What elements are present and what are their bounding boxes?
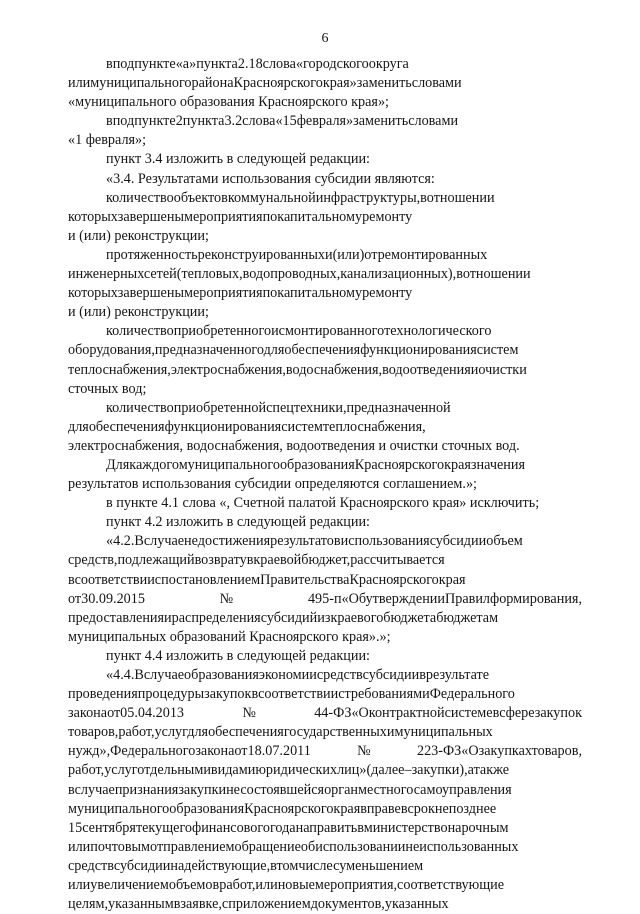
text-line: муниципальных образований Красноярского края».»; [68, 628, 391, 645]
text-line: средствсубсидиинадействующие,втомчислесуменьшением [68, 857, 424, 874]
text-line: пункт 4.2 изложить в следующей редакции: [106, 514, 370, 531]
text-line: количествообъектовкоммунальнойинфраструктуры,вотношении [106, 189, 495, 206]
text-line: пункт 3.4 изложить в следующей редакции: [106, 151, 370, 168]
text-line: в пункте 4.1 слова «, Счетной палатой Красноярского края» исключить; [106, 495, 540, 512]
text-line: нужд»,Федеральногозаконаот18.07.2011№223-ФЗ«Озакупкахтоваров, [68, 743, 582, 760]
text-line: «4.4.Вслучаеобразованияэкономиисредствсубсидииврезультате [106, 667, 490, 683]
text-line: вслучаепризнаниязакупкинесостоявшейсяорганместногосамоуправления [68, 781, 512, 798]
text-line: илиувеличениемобъемовработ,илиновыемероприятия,соответствующие [68, 877, 505, 894]
text-line: ДлякаждогомуниципальногообразованияКрасноярскогокраязначения [106, 456, 525, 473]
text-line: илипочтовымотправлениемобращениеобиспользованиинеиспользованных [68, 838, 519, 855]
text-line: «4.2.Вслучаенедостижениярезультатовиспользованиясубсидииобъем [106, 533, 523, 550]
text-line: результатов использования субсидии определяются соглашением.»; [68, 476, 477, 493]
text-line: сточных вод; [68, 380, 147, 397]
text-line: вподпункте2пункта3.2слова«15февраля»заменитьсловами [106, 113, 459, 130]
text-line: «1 февраля»; [68, 132, 147, 149]
text-line: муниципальногообразованияКрасноярскогокраявправевсрокнепозднее [68, 800, 497, 817]
text-line: «3.4. Результатами использования субсидии являются: [106, 170, 435, 187]
text-line: от30.09.2015№495-п«ОбутвержденииПравилформирования, [68, 590, 582, 607]
text-line: всоответствииспостановлениемПравительстваКрасноярскогокрая [68, 571, 466, 588]
text-line: 15сентябрятекущегофинансовогогоданаправитьвминистерствонарочным [68, 819, 509, 836]
text-line: «муниципального образования Красноярского края»; [68, 94, 389, 111]
text-line: целям,указаннымвзаявке,сприложениемдокументов,указанных [68, 896, 449, 913]
text-line: которыхзавершенымероприятияпокапитальномуремонту [68, 208, 413, 225]
text-line: электроснабжения, водоснабжения, водоотведения и очистки сточных вод. [68, 437, 520, 454]
text-line: дляобеспеченияфункционированиясистемтеплоснабжения, [68, 418, 426, 435]
text-line: вподпунктe«а»пункта2.18слова«городскогоокруга [106, 56, 409, 72]
text-line: и (или) реконструкции; [68, 304, 209, 321]
page-number: 6 [321, 31, 329, 46]
text-line: предоставленияираспределениясубсидийизкраевогобюджетабюджетам [68, 609, 499, 626]
text-line: протяженностьреконструированныхи(или)отремонтированных [106, 246, 488, 263]
text-line: пункт 4.4 изложить в следующей редакции: [106, 647, 370, 664]
text-line: законаот05.04.2013№44-ФЗ«Оконтрактнойсистемевсферезакупок [68, 705, 582, 722]
text-line: инженерныхсетей(тепловых,водопроводных,канализационных),вотношении [68, 266, 531, 283]
text-line: оборудования,предназначенногодляобеспеченияфункционированиясистем [68, 342, 519, 359]
text-line: теплоснабжения,электроснабжения,водоснабжения,водоотведенияиочистки [68, 361, 527, 378]
text-line: количествоприобретенногоисмонтированноготехнологического [106, 323, 492, 340]
text-line: и (или) реконструкции; [68, 227, 209, 244]
text-line: проведенияпроцедурызакупоквсоответствиистребованиямиФедерального [68, 686, 515, 703]
text-line: илимуниципальногорайонаКрасноярскогокрая»заменитьсловами [68, 75, 462, 92]
text-line: работ,услуготдельнымивидамиюридическихлиц»(далее–закупки),атакже [68, 762, 510, 779]
text-line: средств,подлежащийвозвратувкраевойбюджет,рассчитывается [68, 552, 445, 569]
document-body [68, 55, 582, 914]
text-line: которыхзавершенымероприятияпокапитальномуремонту [68, 285, 413, 302]
text-line: количествоприобретеннойспецтехники,предназначенной [106, 399, 451, 416]
text-line: товаров,работ,услугдляобеспечениягосударственныхимуниципальных [68, 724, 493, 741]
